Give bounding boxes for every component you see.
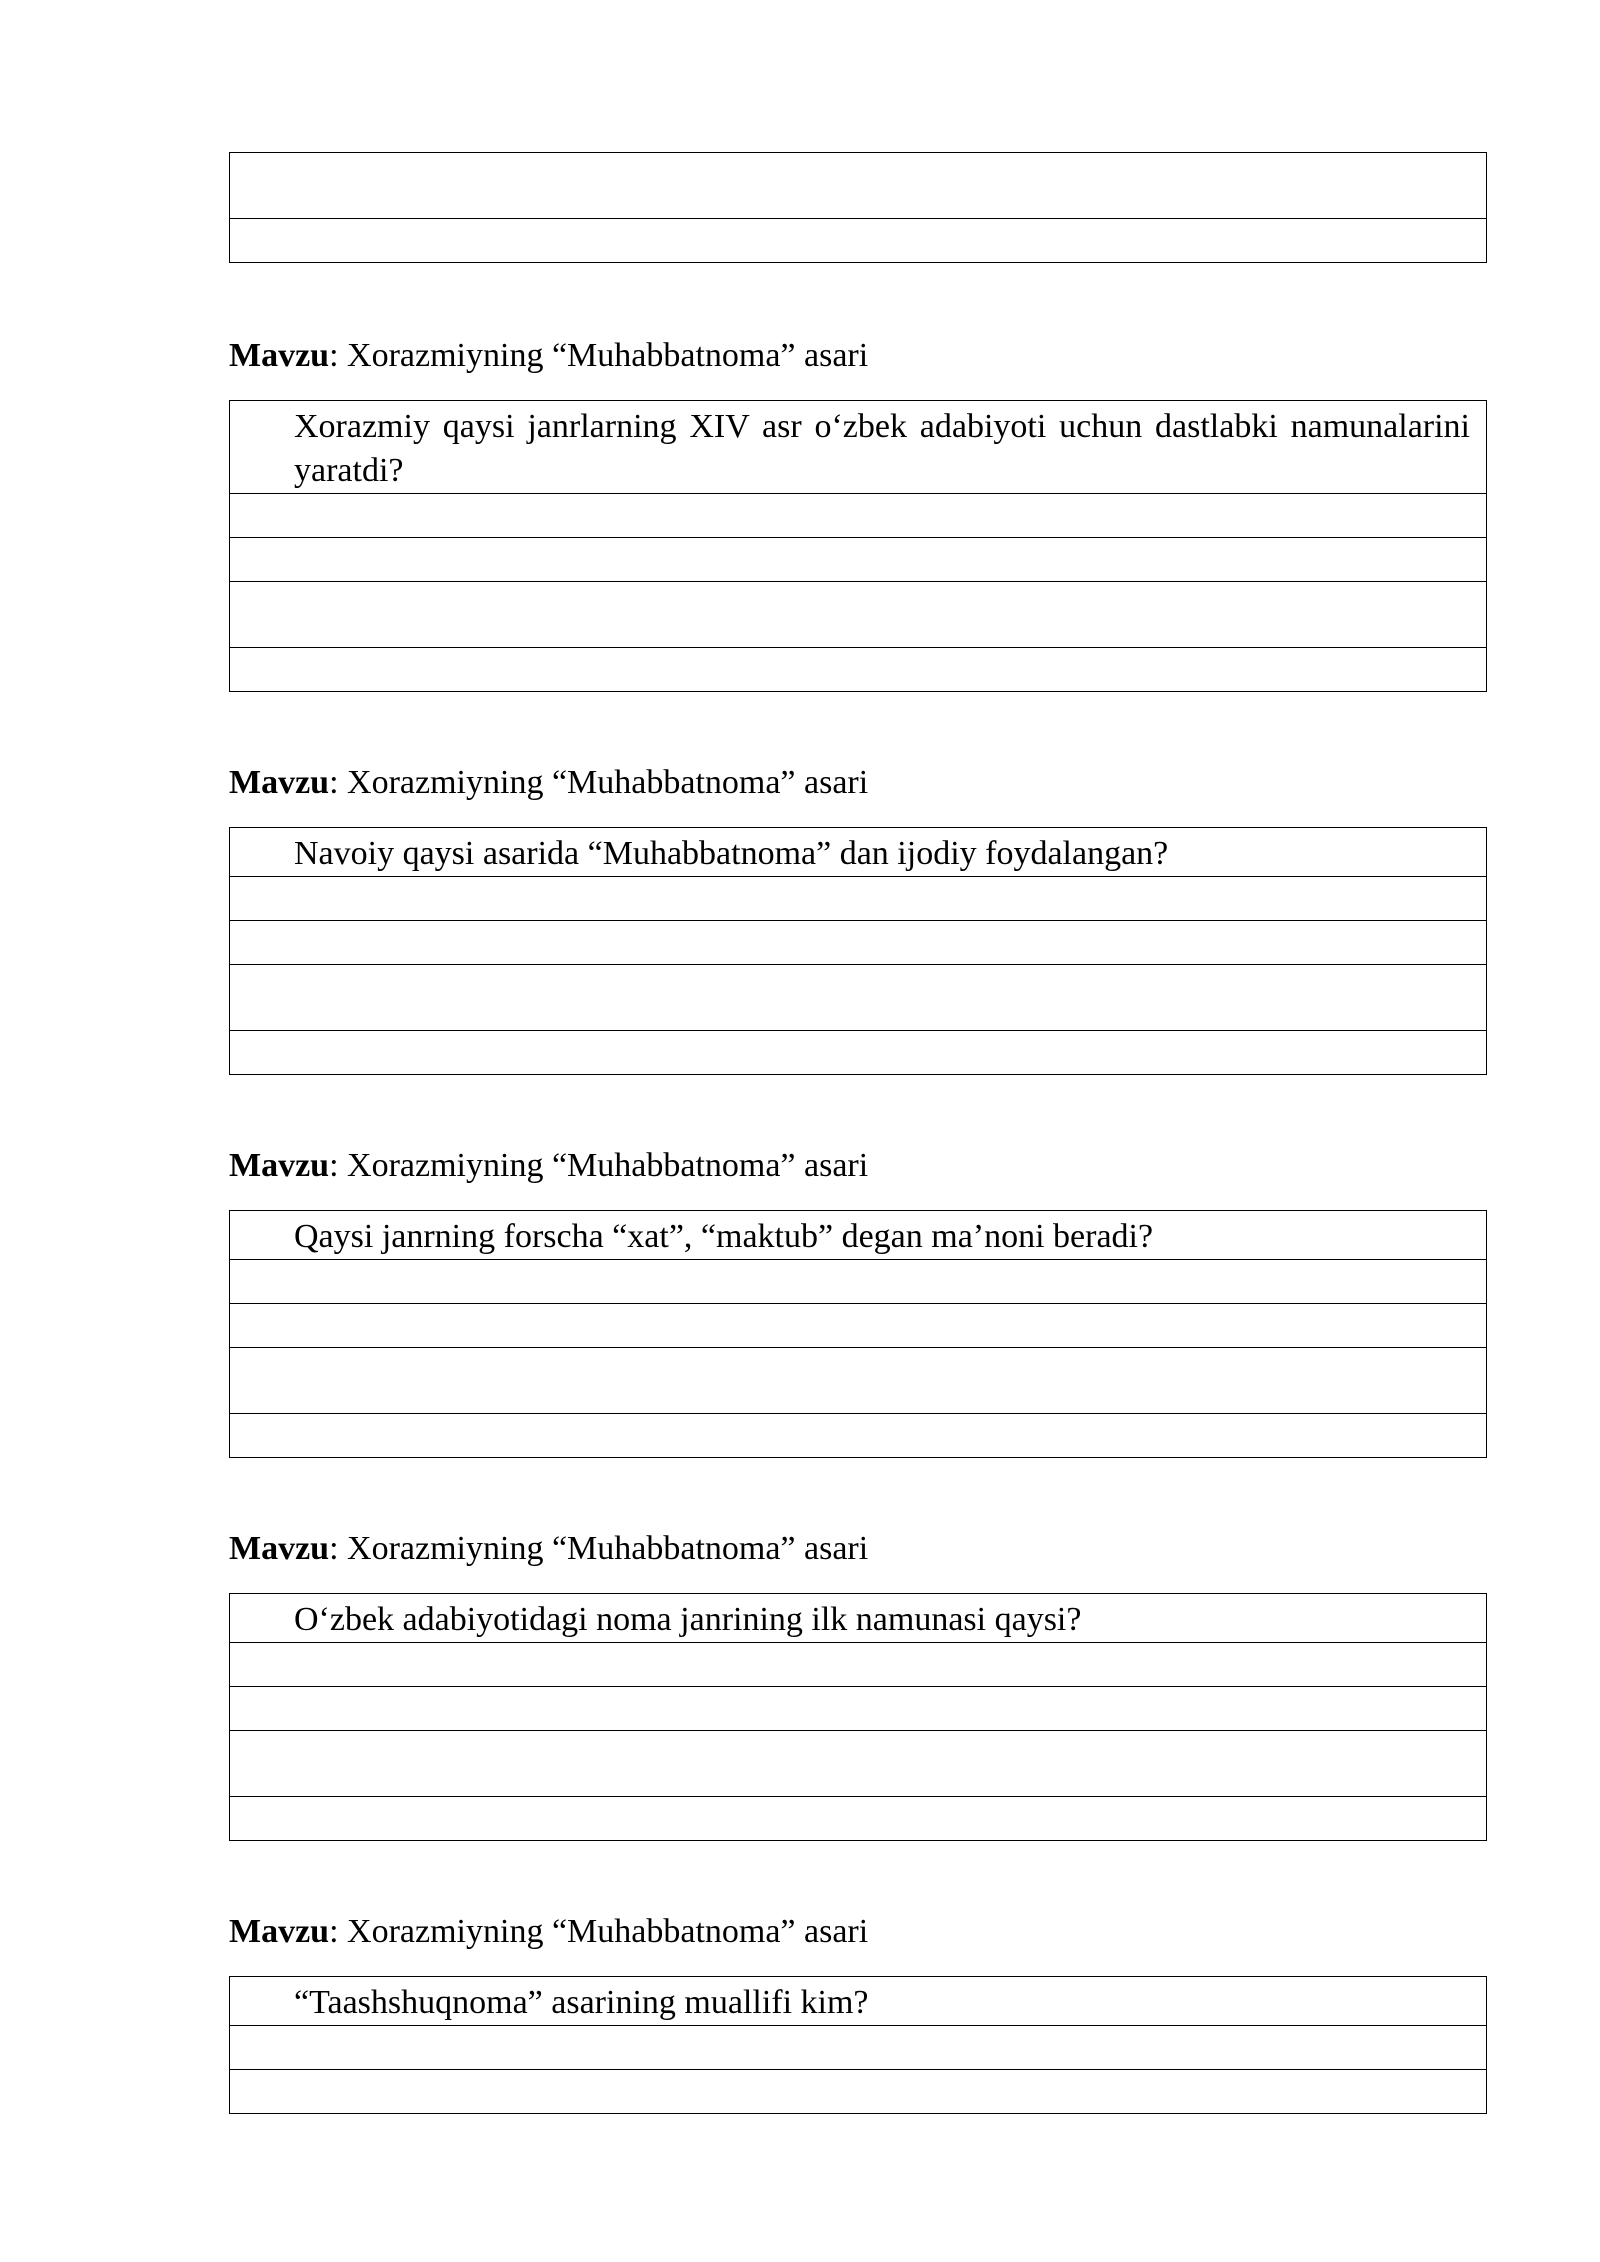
topic-title: Xorazmiyning “Muhabbatnoma” asari xyxy=(347,1913,869,1950)
topic-separator: : xyxy=(329,1913,339,1950)
answer-table-continued xyxy=(229,152,1487,263)
question-text: Xorazmiy qaysi janrlarning XIV asr o‘zbek adabiyoti uchun dastlabki namunalarini yaratdi? xyxy=(230,401,1487,494)
topic-separator: : xyxy=(329,1530,339,1567)
topic-label: Mavzu xyxy=(229,1147,330,1184)
answer-row xyxy=(230,1031,1487,1075)
topic-title: Xorazmiyning “Muhabbatnoma” asari xyxy=(347,337,869,374)
question-text: “Taashshuqnoma” asarining muallifi kim? xyxy=(230,1977,1487,2026)
answer-cell[interactable] xyxy=(230,1797,1487,1841)
answer-cell[interactable] xyxy=(230,219,1487,263)
topic-separator: : xyxy=(329,337,339,374)
topic-title: Xorazmiyning “Muhabbatnoma” asari xyxy=(347,764,869,801)
topic-title: Xorazmiyning “Muhabbatnoma” asari xyxy=(347,1147,869,1184)
topic-title: Xorazmiyning “Muhabbatnoma” asari xyxy=(347,1530,869,1567)
question-text: Navoiy qaysi asarida “Muhabbatnoma” dan ijodiy foydalangan? xyxy=(230,828,1487,877)
answer-row xyxy=(230,1731,1487,1797)
question-row xyxy=(230,828,1487,877)
answer-row xyxy=(230,648,1487,692)
question-row xyxy=(230,1977,1487,2026)
answer-cell[interactable] xyxy=(230,1304,1487,1348)
answer-cell[interactable] xyxy=(230,1643,1487,1687)
answer-cell[interactable] xyxy=(230,582,1487,648)
topic-heading xyxy=(229,1146,868,1186)
question-table xyxy=(229,1210,1487,1458)
answer-row xyxy=(230,1797,1487,1841)
answer-cell[interactable] xyxy=(230,648,1487,692)
topic-heading xyxy=(229,336,868,376)
answer-cell[interactable] xyxy=(230,877,1487,921)
topic-label: Mavzu xyxy=(229,764,330,801)
answer-row xyxy=(230,538,1487,582)
answer-row xyxy=(230,1304,1487,1348)
answer-cell[interactable] xyxy=(230,1348,1487,1414)
answer-row xyxy=(230,219,1487,263)
topic-heading xyxy=(229,1529,868,1569)
answer-row xyxy=(230,2026,1487,2070)
topic-heading xyxy=(229,763,868,803)
answer-cell[interactable] xyxy=(230,965,1487,1031)
question-table xyxy=(229,400,1487,692)
topic-label: Mavzu xyxy=(229,337,330,374)
answer-cell[interactable] xyxy=(230,1414,1487,1458)
answer-row xyxy=(230,2070,1487,2114)
answer-cell[interactable] xyxy=(230,538,1487,582)
question-text: O‘zbek adabiyotidagi noma janrining ilk namunasi qaysi? xyxy=(230,1594,1487,1643)
topic-separator: : xyxy=(329,1147,339,1184)
answer-cell[interactable] xyxy=(230,921,1487,965)
answer-row xyxy=(230,1260,1487,1304)
answer-row xyxy=(230,153,1487,219)
question-text: Qaysi janrning forscha “xat”, “maktub” degan ma’noni beradi? xyxy=(230,1211,1487,1260)
answer-row xyxy=(230,921,1487,965)
answer-row xyxy=(230,582,1487,648)
answer-row xyxy=(230,1348,1487,1414)
topic-label: Mavzu xyxy=(229,1530,330,1567)
question-row xyxy=(230,401,1487,494)
topic-separator: : xyxy=(329,764,339,801)
answer-row xyxy=(230,965,1487,1031)
answer-cell[interactable] xyxy=(230,494,1487,538)
question-row xyxy=(230,1594,1487,1643)
answer-cell[interactable] xyxy=(230,153,1487,219)
question-table xyxy=(229,1593,1487,1841)
answer-cell[interactable] xyxy=(230,1687,1487,1731)
answer-cell[interactable] xyxy=(230,1260,1487,1304)
answer-row xyxy=(230,1643,1487,1687)
question-table xyxy=(229,827,1487,1075)
answer-row xyxy=(230,1414,1487,1458)
question-table xyxy=(229,1976,1487,2114)
answer-cell[interactable] xyxy=(230,2070,1487,2114)
answer-cell[interactable] xyxy=(230,2026,1487,2070)
answer-cell[interactable] xyxy=(230,1731,1487,1797)
topic-label: Mavzu xyxy=(229,1913,330,1950)
answer-row xyxy=(230,494,1487,538)
answer-row xyxy=(230,1687,1487,1731)
answer-row xyxy=(230,877,1487,921)
topic-heading xyxy=(229,1912,868,1952)
question-row xyxy=(230,1211,1487,1260)
answer-cell[interactable] xyxy=(230,1031,1487,1075)
